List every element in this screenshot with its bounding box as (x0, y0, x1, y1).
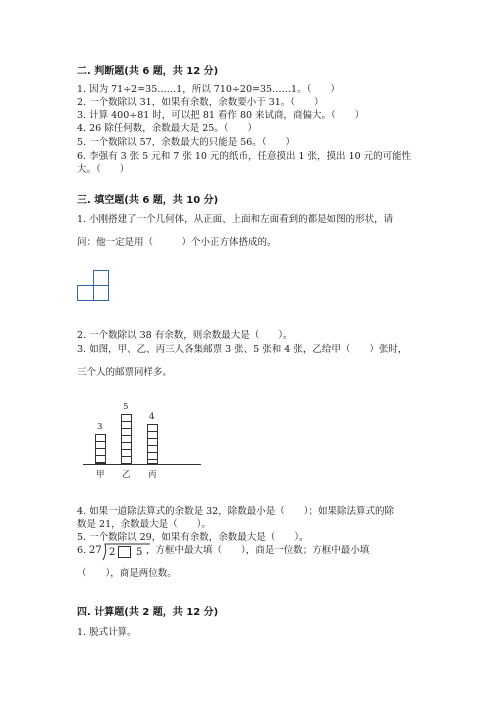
section3-title: 三. 填空题(共 6 题，共 10 分) (77, 195, 219, 206)
judge-item-5: 5. 一个数除以 57，余数最大的只能是 56。（ ） (77, 137, 296, 148)
fill-q3-line2: 三个人的邮票同样多。 (77, 367, 173, 378)
judge-item-2: 2. 一个数除以 31，如果有余数，余数要小于 31。（ ） (77, 97, 324, 108)
stamp-count-label-3: 4 (149, 412, 155, 422)
baseline (83, 464, 201, 465)
judge-item-6-cont: 大。（ ） (77, 164, 130, 175)
division-digit-2: 5 (136, 547, 143, 558)
judge-item-1: 1. 因为 71÷2=35……1，所以 710÷20=35……1。（ ） (77, 84, 340, 95)
fill-q4-line2: 数是 21，余数最大是（ ）。 (77, 519, 211, 530)
stamp-count-label-2: 5 (123, 402, 129, 412)
stamp-bar-1 (95, 434, 106, 464)
fill-q5: 5. 一个数除以 29，如果有余数，余数最大是（ ）。 (77, 532, 309, 543)
fill-q1-line2: 问：他一定是用（ ）个小正方体搭成的。 (77, 237, 277, 248)
stamp-bar-3 (147, 424, 158, 464)
section2-title: 二. 判断题(共 6 题，共 12 分) (77, 66, 219, 77)
fill-q1-line1: 1. 小刚搭建了一个几何体，从正面、上面和左面看到的都是如图的形状，请 (77, 214, 394, 225)
division-digit-1: 2 (109, 547, 116, 558)
stamp-bar-2 (121, 414, 132, 464)
fill-q6-rest: ，方框中最大填（ ），商是一位数；方框中最小填 (146, 545, 370, 556)
judge-item-3: 3. 计算 400÷81 时，可以把 81 看作 80 来试商，商偏大。（ ） (77, 110, 365, 121)
fill-q4-line1: 4. 如果一道除法算式的余数是 32，除数最小是（ ）；如果除法算式的除 (77, 506, 394, 517)
cube-square-bottom-right (93, 285, 109, 301)
fill-q3-line1: 3. 如图，甲、乙、丙三人各集邮票 3 张、5 张和 4 张，乙给甲（ ）张时， (77, 344, 408, 355)
stamp-count-label-1: 3 (97, 422, 103, 432)
fill-q2: 2. 一个数除以 38 有余数，则余数最大是（ ）。 (77, 330, 293, 341)
fill-q6-number: 6. (77, 545, 87, 556)
cube-square-top (93, 270, 109, 286)
stamp-person-label-2: 乙 (122, 470, 131, 480)
judge-item-4: 4. 26 除任何数，余数最大是 25。（ ） (77, 123, 258, 134)
stamp-person-label-1: 甲 (96, 470, 105, 480)
calc-q1: 1. 脱式计算。 (77, 627, 137, 638)
section4-title: 四. 计算题(共 2 题，共 12 分) (77, 607, 219, 618)
stamp-person-label-3: 丙 (148, 470, 157, 480)
cube-square-bottom-left (77, 285, 94, 301)
blank-box[interactable] (118, 546, 131, 558)
division-divisor: 27 (89, 545, 102, 556)
fill-q6-line2: （ ），商是两位数。 (77, 568, 177, 579)
judge-item-6: 6. 李强有 3 张 5 元和 7 张 10 元的纸币，任意摸出 1 张，摸出 10 元的可能性 (77, 151, 412, 162)
